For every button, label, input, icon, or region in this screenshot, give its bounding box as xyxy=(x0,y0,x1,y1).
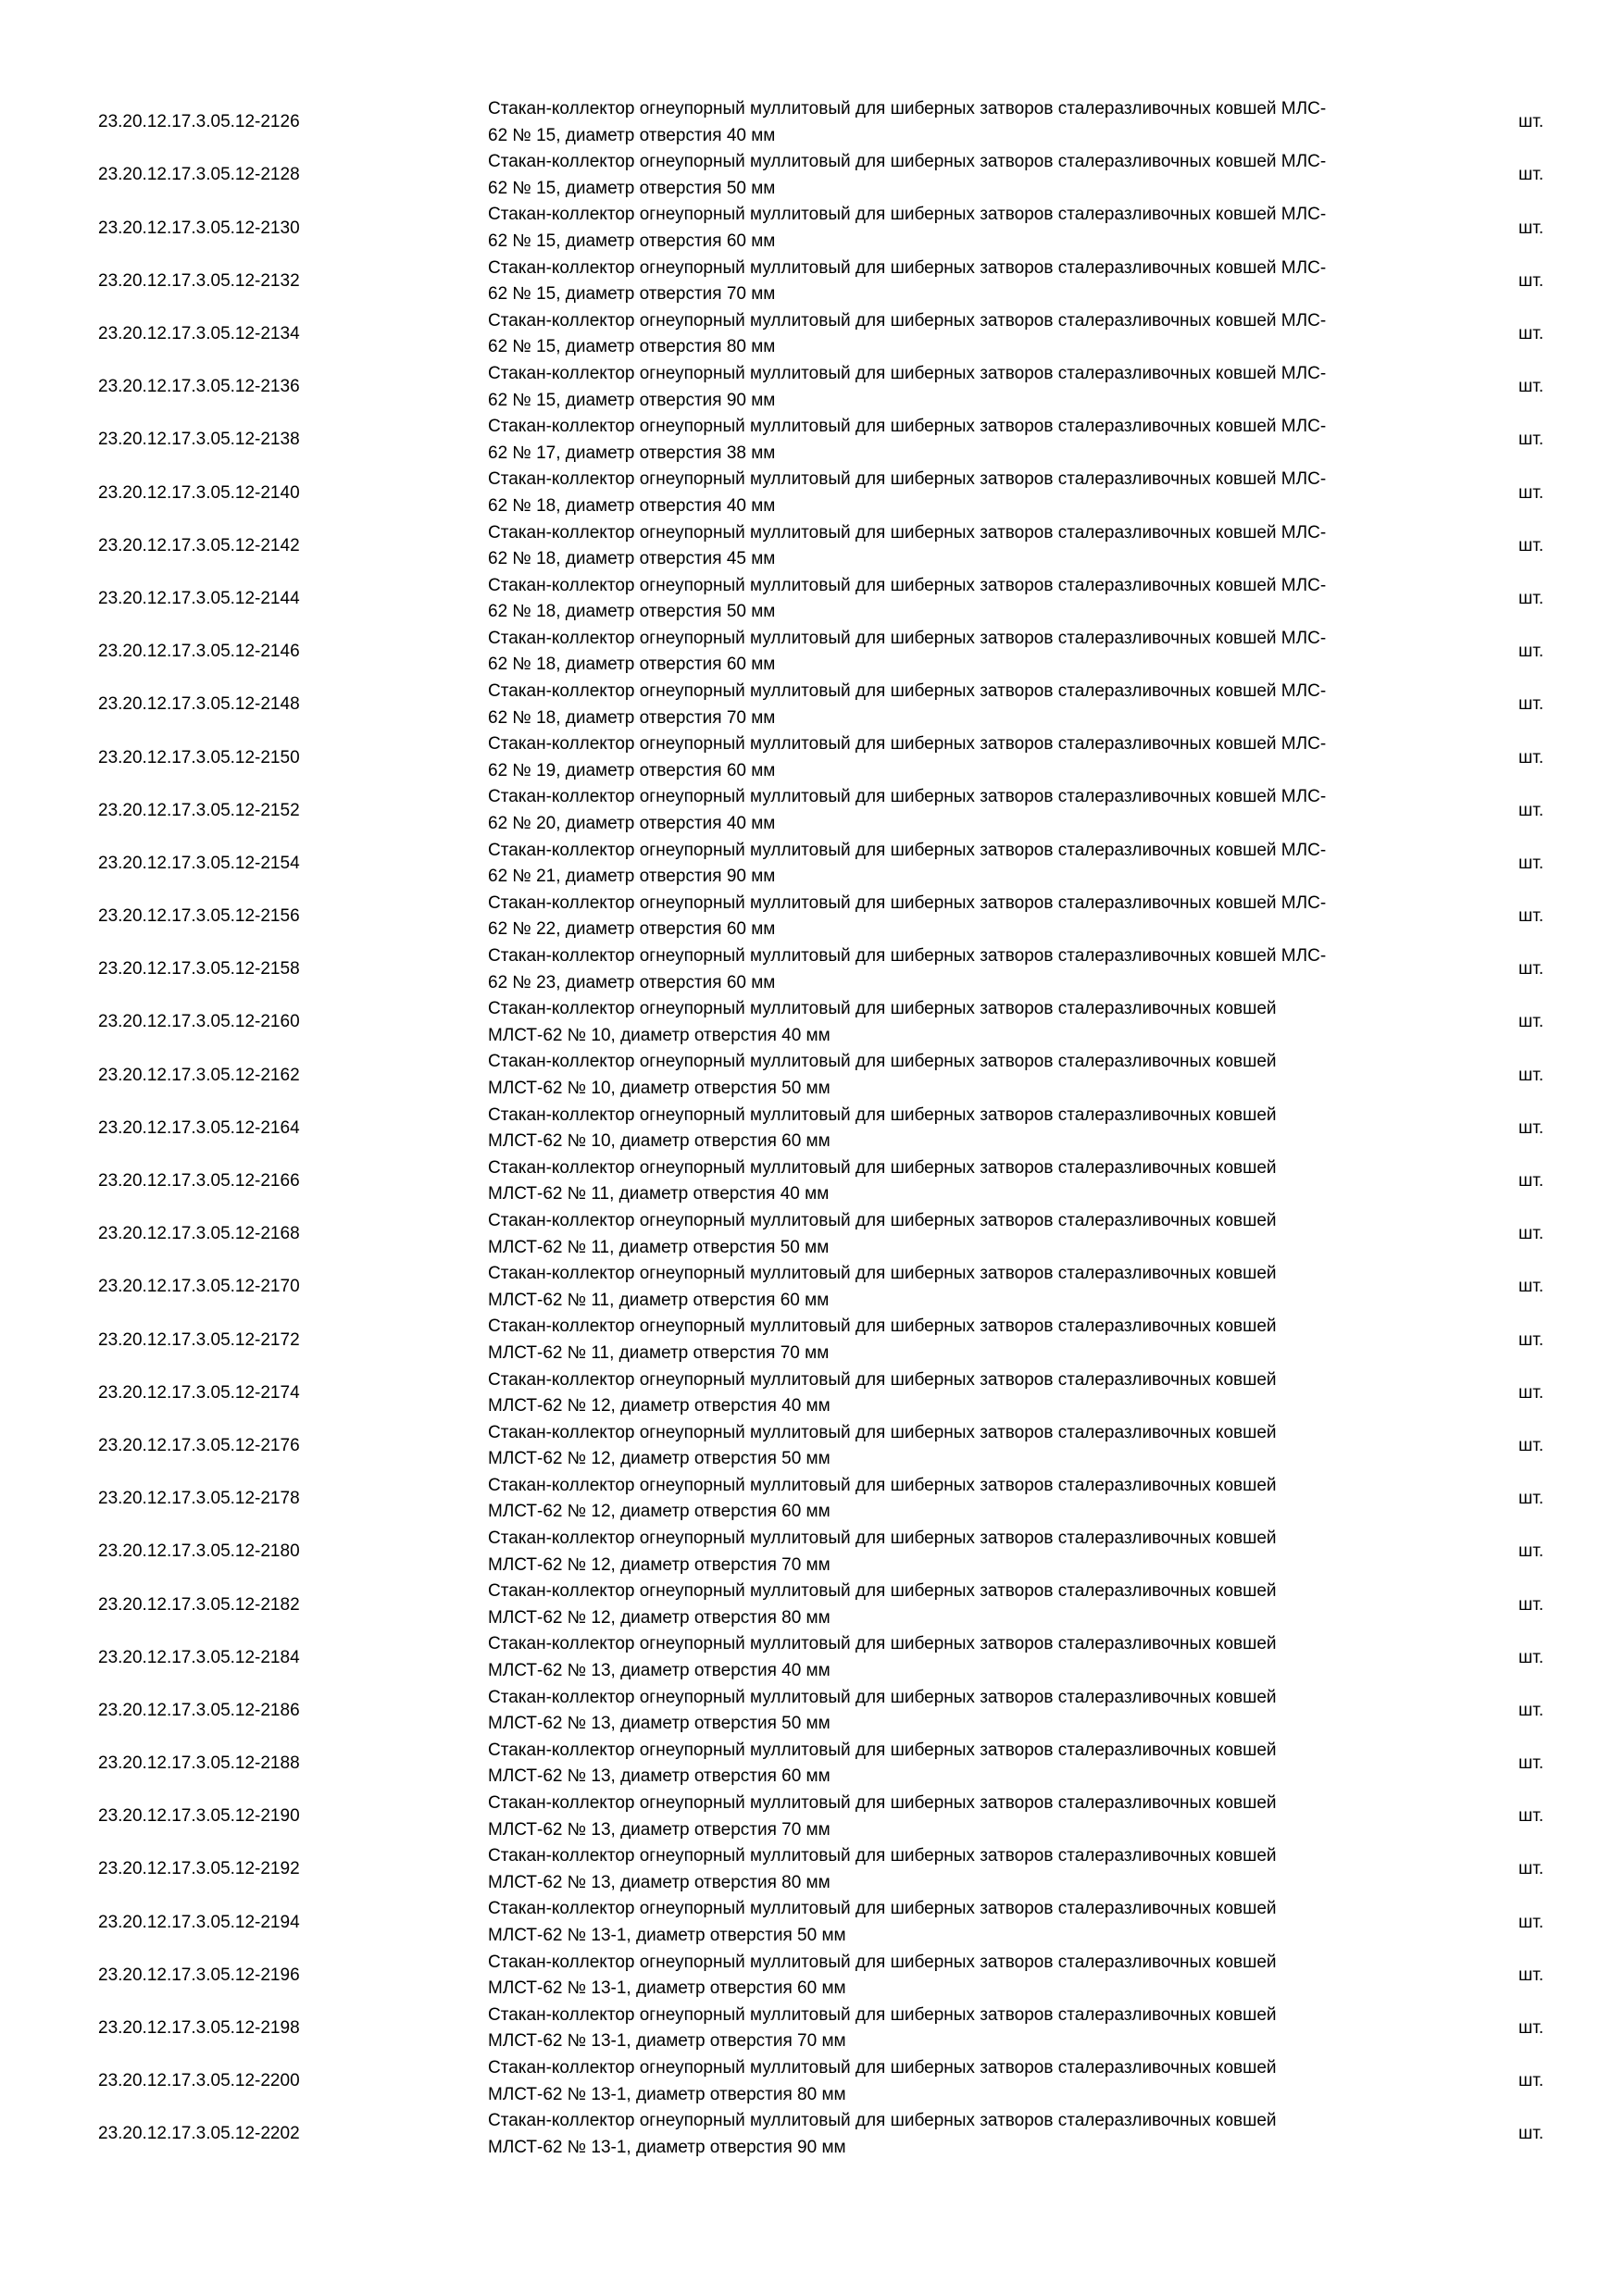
item-code: 23.20.12.17.3.05.12-2196 xyxy=(98,1965,300,1985)
item-code: 23.20.12.17.3.05.12-2186 xyxy=(98,1700,300,1720)
description-line: Стакан-коллектор огнеупорный муллитовый для шиберных затворов сталеразливочных ковшей xyxy=(488,2004,1277,2025)
table-row xyxy=(0,943,1624,996)
description-line: МЛСТ-62 № 12, диаметр отверстия 40 мм xyxy=(488,1396,831,1416)
description-line: МЛСТ-62 № 12, диаметр отверстия 60 мм xyxy=(488,1502,831,1522)
item-unit: шт. xyxy=(1518,535,1544,555)
description-line: 62 № 15, диаметр отверстия 90 мм xyxy=(488,390,776,410)
description-line: МЛСТ-62 № 11, диаметр отверстия 40 мм xyxy=(488,1184,830,1204)
item-code: 23.20.12.17.3.05.12-2178 xyxy=(98,1489,300,1509)
item-code: 23.20.12.17.3.05.12-2188 xyxy=(98,1753,300,1774)
item-description xyxy=(488,1155,1442,1208)
description-line: Стакан-коллектор огнеупорный муллитовый для шиберных затворов сталеразливочных ковшей xyxy=(488,1210,1277,1230)
table-row xyxy=(0,1473,1624,1526)
item-unit: шт. xyxy=(1518,1117,1544,1138)
table-row xyxy=(0,1578,1624,1631)
description-line: Стакан-коллектор огнеупорный муллитовый для шиберных затворов сталеразливочных ковшей МЛС- xyxy=(488,787,1327,807)
description-line: МЛСТ-62 № 12, диаметр отверстия 50 мм xyxy=(488,1449,831,1469)
description-line: Стакан-коллектор огнеупорный муллитовый для шиберных затворов сталеразливочных ковшей МЛС- xyxy=(488,152,1327,172)
item-code: 23.20.12.17.3.05.12-2174 xyxy=(98,1382,300,1403)
item-description xyxy=(488,1896,1442,1949)
item-unit: шт. xyxy=(1518,853,1544,873)
item-code: 23.20.12.17.3.05.12-2162 xyxy=(98,1065,300,1085)
item-description xyxy=(488,784,1442,837)
item-code: 23.20.12.17.3.05.12-2132 xyxy=(98,270,300,291)
table-row xyxy=(0,1208,1624,1261)
item-description xyxy=(488,573,1442,626)
table-row xyxy=(0,1261,1624,1314)
item-description xyxy=(488,2055,1442,2108)
description-line: МЛСТ-62 № 11, диаметр отверстия 60 мм xyxy=(488,1290,830,1310)
table-row xyxy=(0,1950,1624,2003)
item-description xyxy=(488,1473,1442,1526)
description-line: 62 № 15, диаметр отверстия 80 мм xyxy=(488,337,776,357)
description-line: 62 № 18, диаметр отверстия 50 мм xyxy=(488,602,776,622)
description-line: Стакан-коллектор огнеупорный муллитовый для шиберных затворов сталеразливочных ковшей МЛС- xyxy=(488,417,1327,437)
description-line: Стакан-коллектор огнеупорный муллитовый для шиберных затворов сталеразливочных ковшей xyxy=(488,1369,1277,1390)
item-unit: шт. xyxy=(1518,218,1544,238)
item-unit: шт. xyxy=(1518,1806,1544,1827)
description-line: МЛСТ-62 № 13-1, диаметр отверстия 50 мм xyxy=(488,1925,846,1945)
table-row xyxy=(0,1526,1624,1578)
table-row xyxy=(0,2108,1624,2161)
item-unit: шт. xyxy=(1518,165,1544,185)
table-row xyxy=(0,1791,1624,1843)
description-line: 62 № 18, диаметр отверстия 40 мм xyxy=(488,495,776,516)
description-line: МЛСТ-62 № 13, диаметр отверстия 70 мм xyxy=(488,1819,831,1840)
description-line: Стакан-коллектор огнеупорный муллитовый для шиберных затворов сталеразливочных ковшей МЛС- xyxy=(488,310,1327,331)
table-row xyxy=(0,467,1624,519)
item-code: 23.20.12.17.3.05.12-2152 xyxy=(98,800,300,820)
item-code: 23.20.12.17.3.05.12-2158 xyxy=(98,959,300,980)
description-line: Стакан-коллектор огнеупорный муллитовый для шиберных затворов сталеразливочных ковшей МЛС- xyxy=(488,363,1327,383)
description-line: Стакан-коллектор огнеупорный муллитовый для шиберных затворов сталеразливочных ковшей МЛС- xyxy=(488,522,1327,543)
description-line: МЛСТ-62 № 11, диаметр отверстия 70 мм xyxy=(488,1342,830,1363)
table-row xyxy=(0,838,1624,891)
item-unit: шт. xyxy=(1518,588,1544,608)
item-unit: шт. xyxy=(1518,642,1544,662)
item-description xyxy=(488,1103,1442,1155)
table-row xyxy=(0,996,1624,1049)
item-description xyxy=(488,1685,1442,1738)
item-unit: шт. xyxy=(1518,1647,1544,1667)
table-row xyxy=(0,1420,1624,1473)
item-unit: шт. xyxy=(1518,324,1544,344)
item-code: 23.20.12.17.3.05.12-2134 xyxy=(98,324,300,344)
description-line: Стакан-коллектор огнеупорный муллитовый для шиберных затворов сталеразливочных ковшей xyxy=(488,1052,1277,1072)
item-description xyxy=(488,149,1442,202)
item-description xyxy=(488,1049,1442,1102)
item-description xyxy=(488,1420,1442,1473)
item-code: 23.20.12.17.3.05.12-2156 xyxy=(98,906,300,927)
table-row xyxy=(0,149,1624,202)
description-line: Стакан-коллектор огнеупорный муллитовый для шиберных затворов сталеразливочных ковшей МЛС- xyxy=(488,257,1327,278)
description-line: 62 № 15, диаметр отверстия 60 мм xyxy=(488,231,776,251)
item-unit: шт. xyxy=(1518,1700,1544,1720)
item-description xyxy=(488,361,1442,414)
table-row xyxy=(0,784,1624,837)
description-line: Стакан-коллектор огнеупорный муллитовый для шиберных затворов сталеразливочных ковшей МЛС- xyxy=(488,628,1327,648)
item-description xyxy=(488,1578,1442,1631)
description-line: МЛСТ-62 № 12, диаметр отверстия 80 мм xyxy=(488,1607,831,1628)
description-line: МЛСТ-62 № 10, диаметр отверстия 60 мм xyxy=(488,1131,831,1152)
description-line: 62 № 18, диаметр отверстия 60 мм xyxy=(488,655,776,675)
description-line: Стакан-коллектор огнеупорный муллитовый для шиберных затворов сталеразливочных ковшей xyxy=(488,1581,1277,1602)
description-line: Стакан-коллектор огнеупорный муллитовый для шиберных затворов сталеразливочных ковшей xyxy=(488,2057,1277,2078)
item-unit: шт. xyxy=(1518,694,1544,715)
item-unit: шт. xyxy=(1518,112,1544,132)
item-description xyxy=(488,202,1442,255)
description-line: Стакан-коллектор огнеупорный муллитовый для шиберных затворов сталеразливочных ковшей МЛС- xyxy=(488,840,1327,860)
item-code: 23.20.12.17.3.05.12-2146 xyxy=(98,642,300,662)
item-code: 23.20.12.17.3.05.12-2128 xyxy=(98,165,300,185)
item-unit: шт. xyxy=(1518,1912,1544,1932)
item-description xyxy=(488,996,1442,1049)
description-line: Стакан-коллектор огнеупорный муллитовый для шиберных затворов сталеразливочных ковшей МЛС- xyxy=(488,734,1327,755)
description-line: МЛСТ-62 № 12, диаметр отверстия 70 мм xyxy=(488,1554,831,1575)
item-code: 23.20.12.17.3.05.12-2144 xyxy=(98,588,300,608)
table-row xyxy=(0,96,1624,149)
item-description xyxy=(488,1631,1442,1684)
description-line: Стакан-коллектор огнеупорный муллитовый для шиберных затворов сталеразливочных ковшей МЛС- xyxy=(488,681,1327,702)
description-line: Стакан-коллектор огнеупорный муллитовый для шиберных затворов сталеразливочных ковшей xyxy=(488,1422,1277,1442)
description-line: 62 № 17, диаметр отверстия 38 мм xyxy=(488,443,776,463)
item-description xyxy=(488,2108,1442,2161)
item-code: 23.20.12.17.3.05.12-2190 xyxy=(98,1806,300,1827)
table-row xyxy=(0,1738,1624,1791)
item-unit: шт. xyxy=(1518,1965,1544,1985)
description-line: МЛСТ-62 № 13-1, диаметр отверстия 60 мм xyxy=(488,1978,846,1999)
item-unit: шт. xyxy=(1518,959,1544,980)
description-line: Стакан-коллектор огнеупорный муллитовый для шиберных затворов сталеразливочных ковшей МЛС- xyxy=(488,575,1327,595)
table-row xyxy=(0,1049,1624,1102)
item-description xyxy=(488,1208,1442,1261)
item-unit: шт. xyxy=(1518,906,1544,927)
item-code: 23.20.12.17.3.05.12-2172 xyxy=(98,1329,300,1350)
table-row xyxy=(0,1314,1624,1366)
item-code: 23.20.12.17.3.05.12-2198 xyxy=(98,2018,300,2039)
item-description xyxy=(488,1843,1442,1896)
description-line: 62 № 15, диаметр отверстия 50 мм xyxy=(488,178,776,198)
description-line: МЛСТ-62 № 13-1, диаметр отверстия 80 мм xyxy=(488,2084,846,2104)
table-row xyxy=(0,256,1624,308)
table-row xyxy=(0,731,1624,784)
description-line: Стакан-коллектор огнеупорный муллитовый для шиберных затворов сталеразливочных ковшей xyxy=(488,1634,1277,1654)
item-description xyxy=(488,1367,1442,1420)
description-line: Стакан-коллектор огнеупорный муллитовый для шиберных затворов сталеразливочных ковшей МЛС- xyxy=(488,205,1327,225)
item-code: 23.20.12.17.3.05.12-2140 xyxy=(98,482,300,503)
item-description xyxy=(488,256,1442,308)
table-row xyxy=(0,1843,1624,1896)
table-row xyxy=(0,1685,1624,1738)
table-row xyxy=(0,414,1624,467)
item-code: 23.20.12.17.3.05.12-2192 xyxy=(98,1859,300,1879)
item-description xyxy=(488,679,1442,731)
description-line: 62 № 18, диаметр отверстия 45 мм xyxy=(488,549,776,569)
item-description xyxy=(488,731,1442,784)
description-line: Стакан-коллектор огнеупорный муллитовый для шиберных затворов сталеразливочных ковшей МЛС- xyxy=(488,946,1327,966)
description-line: Стакан-коллектор огнеупорный муллитовый для шиберных затворов сталеразливочных ковшей xyxy=(488,2111,1277,2131)
item-unit: шт. xyxy=(1518,270,1544,291)
item-code: 23.20.12.17.3.05.12-2164 xyxy=(98,1117,300,1138)
table-row xyxy=(0,361,1624,414)
item-unit: шт. xyxy=(1518,1489,1544,1509)
item-description xyxy=(488,308,1442,361)
item-description xyxy=(488,943,1442,996)
table-row xyxy=(0,679,1624,731)
description-line: Стакан-коллектор огнеупорный муллитовый для шиберных затворов сталеразливочных ковшей xyxy=(488,1793,1277,1813)
item-code: 23.20.12.17.3.05.12-2166 xyxy=(98,1171,300,1192)
description-line: Стакан-коллектор огнеупорный муллитовый для шиберных затворов сталеразливочных ковшей xyxy=(488,1475,1277,1495)
item-description xyxy=(488,1314,1442,1366)
item-unit: шт. xyxy=(1518,1329,1544,1350)
item-unit: шт. xyxy=(1518,1171,1544,1192)
item-unit: шт. xyxy=(1518,800,1544,820)
table-row xyxy=(0,520,1624,573)
description-line: 62 № 21, диаметр отверстия 90 мм xyxy=(488,867,776,887)
item-description xyxy=(488,96,1442,149)
item-code: 23.20.12.17.3.05.12-2130 xyxy=(98,218,300,238)
item-description xyxy=(488,838,1442,891)
item-unit: шт. xyxy=(1518,2018,1544,2039)
table-row xyxy=(0,1631,1624,1684)
table-row xyxy=(0,1896,1624,1949)
item-code: 23.20.12.17.3.05.12-2184 xyxy=(98,1647,300,1667)
description-line: Стакан-коллектор огнеупорный муллитовый для шиберных затворов сталеразливочных ковшей xyxy=(488,1740,1277,1760)
item-description xyxy=(488,891,1442,943)
description-line: 62 № 23, диаметр отверстия 60 мм xyxy=(488,972,776,992)
item-code: 23.20.12.17.3.05.12-2194 xyxy=(98,1912,300,1932)
table-row xyxy=(0,891,1624,943)
item-description xyxy=(488,1526,1442,1578)
description-line: Стакан-коллектор огнеупорный муллитовый для шиберных затворов сталеразливочных ковшей МЛС- xyxy=(488,469,1327,490)
item-description xyxy=(488,1791,1442,1843)
document-table xyxy=(0,96,1624,2161)
description-line: МЛСТ-62 № 13, диаметр отверстия 50 мм xyxy=(488,1714,831,1734)
description-line: Стакан-коллектор огнеупорный муллитовый для шиберных затворов сталеразливочных ковшей МЛС- xyxy=(488,892,1327,913)
description-line: МЛСТ-62 № 10, диаметр отверстия 40 мм xyxy=(488,1025,831,1045)
description-line: МЛСТ-62 № 13-1, диаметр отверстия 70 мм xyxy=(488,2031,846,2052)
item-unit: шт. xyxy=(1518,1541,1544,1562)
item-unit: шт. xyxy=(1518,1753,1544,1774)
item-unit: шт. xyxy=(1518,377,1544,397)
item-unit: шт. xyxy=(1518,1435,1544,1455)
item-unit: шт. xyxy=(1518,1277,1544,1297)
item-code: 23.20.12.17.3.05.12-2150 xyxy=(98,747,300,767)
description-line: Стакан-коллектор огнеупорный муллитовый для шиберных затворов сталеразливочных ковшей xyxy=(488,1952,1277,1972)
description-line: 62 № 18, диаметр отверстия 70 мм xyxy=(488,707,776,728)
description-line: Стакан-коллектор огнеупорный муллитовый для шиберных затворов сталеразливочных ковшей xyxy=(488,1529,1277,1549)
table-row xyxy=(0,573,1624,626)
description-line: Стакан-коллектор огнеупорный муллитовый для шиберных затворов сталеразливочных ковшей МЛС- xyxy=(488,99,1327,119)
item-code: 23.20.12.17.3.05.12-2142 xyxy=(98,535,300,555)
item-unit: шт. xyxy=(1518,2071,1544,2091)
description-line: Стакан-коллектор огнеупорный муллитовый для шиберных затворов сталеразливочных ковшей xyxy=(488,1687,1277,1707)
description-line: 62 № 15, диаметр отверстия 40 мм xyxy=(488,125,776,145)
table-row xyxy=(0,1367,1624,1420)
item-code: 23.20.12.17.3.05.12-2170 xyxy=(98,1277,300,1297)
item-description xyxy=(488,520,1442,573)
description-line: Стакан-коллектор огнеупорный муллитовый для шиберных затворов сталеразливочных ковшей xyxy=(488,1104,1277,1125)
description-line: МЛСТ-62 № 11, диаметр отверстия 50 мм xyxy=(488,1237,830,1257)
item-code: 23.20.12.17.3.05.12-2168 xyxy=(98,1224,300,1244)
description-line: Стакан-коллектор огнеупорный муллитовый для шиберных затворов сталеразливочных ковшей xyxy=(488,1899,1277,1919)
table-row xyxy=(0,626,1624,679)
item-code: 23.20.12.17.3.05.12-2200 xyxy=(98,2071,300,2091)
table-row xyxy=(0,1155,1624,1208)
item-unit: шт. xyxy=(1518,1065,1544,1085)
table-row xyxy=(0,2055,1624,2108)
item-description xyxy=(488,467,1442,519)
table-row xyxy=(0,1103,1624,1155)
description-line: МЛСТ-62 № 10, диаметр отверстия 50 мм xyxy=(488,1078,831,1098)
item-unit: шт. xyxy=(1518,1382,1544,1403)
item-description xyxy=(488,1261,1442,1314)
item-description xyxy=(488,1738,1442,1791)
item-code: 23.20.12.17.3.05.12-2148 xyxy=(98,694,300,715)
item-unit: шт. xyxy=(1518,430,1544,450)
table-row xyxy=(0,202,1624,255)
item-unit: шт. xyxy=(1518,1594,1544,1615)
item-code: 23.20.12.17.3.05.12-2126 xyxy=(98,112,300,132)
description-line: 62 № 20, диаметр отверстия 40 мм xyxy=(488,814,776,834)
item-description xyxy=(488,1950,1442,2003)
description-line: 62 № 15, диаметр отверстия 70 мм xyxy=(488,284,776,305)
description-line: 62 № 19, диаметр отверстия 60 мм xyxy=(488,760,776,780)
description-line: Стакан-коллектор огнеупорный муллитовый для шиберных затворов сталеразливочных ковшей xyxy=(488,1157,1277,1178)
description-line: МЛСТ-62 № 13, диаметр отверстия 60 мм xyxy=(488,1766,831,1787)
item-unit: шт. xyxy=(1518,747,1544,767)
description-line: Стакан-коллектор огнеупорный муллитовый для шиберных затворов сталеразливочных ковшей xyxy=(488,1316,1277,1337)
item-description xyxy=(488,626,1442,679)
item-unit: шт. xyxy=(1518,2124,1544,2144)
item-description xyxy=(488,2003,1442,2055)
description-line: МЛСТ-62 № 13, диаметр отверстия 80 мм xyxy=(488,1872,831,1892)
item-code: 23.20.12.17.3.05.12-2138 xyxy=(98,430,300,450)
item-code: 23.20.12.17.3.05.12-2180 xyxy=(98,1541,300,1562)
description-line: МЛСТ-62 № 13-1, диаметр отверстия 90 мм xyxy=(488,2137,846,2157)
description-line: Стакан-коллектор огнеупорный муллитовый для шиберных затворов сталеразливочных ковшей xyxy=(488,1264,1277,1284)
item-unit: шт. xyxy=(1518,1224,1544,1244)
description-line: 62 № 22, диаметр отверстия 60 мм xyxy=(488,919,776,940)
description-line: Стакан-коллектор огнеупорный муллитовый для шиберных затворов сталеразливочных ковшей xyxy=(488,1846,1277,1866)
item-unit: шт. xyxy=(1518,482,1544,503)
item-code: 23.20.12.17.3.05.12-2202 xyxy=(98,2124,300,2144)
item-code: 23.20.12.17.3.05.12-2154 xyxy=(98,853,300,873)
item-code: 23.20.12.17.3.05.12-2182 xyxy=(98,1594,300,1615)
table-row xyxy=(0,2003,1624,2055)
item-code: 23.20.12.17.3.05.12-2160 xyxy=(98,1012,300,1032)
description-line: Стакан-коллектор огнеупорный муллитовый для шиберных затворов сталеразливочных ковшей xyxy=(488,999,1277,1019)
item-description xyxy=(488,414,1442,467)
item-code: 23.20.12.17.3.05.12-2176 xyxy=(98,1435,300,1455)
item-unit: шт. xyxy=(1518,1012,1544,1032)
table-row xyxy=(0,308,1624,361)
item-code: 23.20.12.17.3.05.12-2136 xyxy=(98,377,300,397)
item-unit: шт. xyxy=(1518,1859,1544,1879)
description-line: МЛСТ-62 № 13, диаметр отверстия 40 мм xyxy=(488,1661,831,1681)
